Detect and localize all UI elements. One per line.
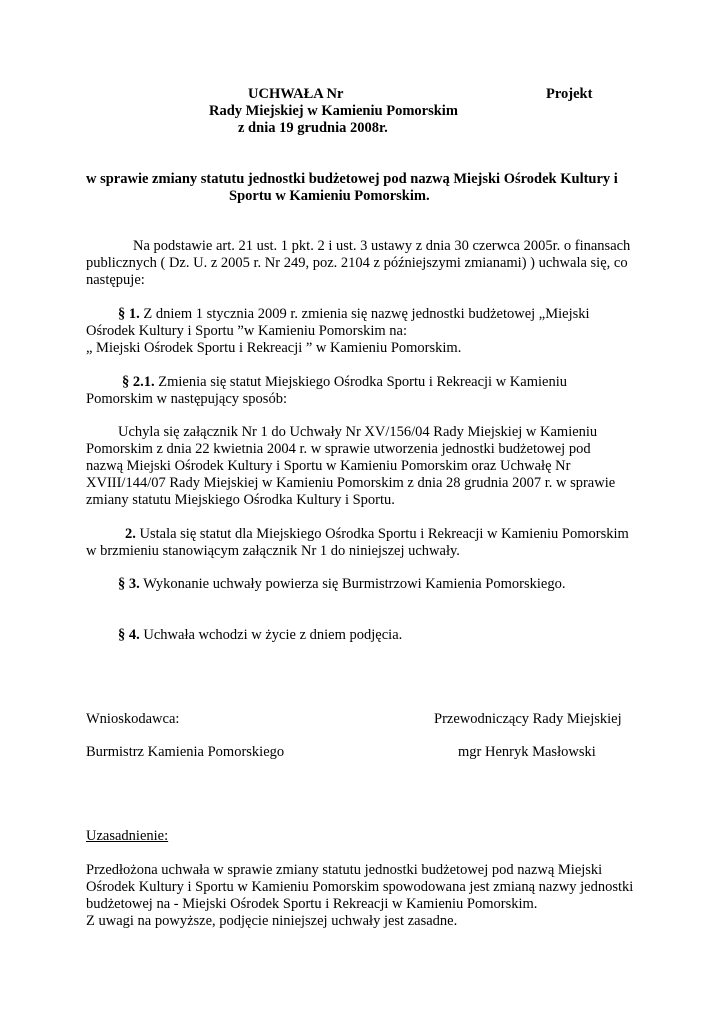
paragraph-line: Ośrodek Kultury i Sportu ”w Kamieniu Pomorskim na: [86,323,407,339]
paragraph-4: § 4. Uchwała wchodzi w życie z dniem podjęcia. [118,627,403,643]
paragraph-label: § 2.1. [122,374,155,390]
paragraph-line: w brzmieniu stanowiącym załącznik Nr 1 do niniejszej uchwały. [86,543,460,559]
preamble-line: publicznych ( Dz. U. z 2005 r. Nr 249, poz. 2104 z późniejszymi zmianami) ) uchwala się, co [86,255,628,271]
repeal-line: Uchyla się załącznik Nr 1 do Uchwały Nr XV/156/04 Rady Miejskiej w Kamieniu [118,424,598,440]
paragraph-3: § 3. Wykonanie uchwały powierza się Burmistrzowi Kamienia Pomorskiego. [118,576,566,592]
preamble-line: następuje: [86,272,145,288]
paragraph-1: § 1. Z dniem 1 stycznia 2009 r. zmienia się nazwę jednostki budżetowej „Miejski [118,306,590,322]
paragraph-label: § 3. [118,576,140,592]
repeal-line: Pomorskim z dnia 22 kwietnia 2004 r. w sprawie utworzenia jednostki budżetowej pod [86,441,591,457]
justification-line: Ośrodek Kultury i Sportu w Kamieniu Pomorskim spowodowana jest zmianą nazwy jednostki [86,879,634,895]
applicant-name: Burmistrz Kamienia Pomorskiego [86,744,285,760]
paragraph-label: 2. [125,526,136,542]
paragraph-2-2: 2. Ustala się statut dla Miejskiego Ośrodka Sportu i Rekreacji w Kamieniu Pomorskim [125,526,629,542]
repeal-line: zmiany statutu Miejskiego Ośrodka Kultury i Sportu. [86,492,395,508]
chair-label: Przewodniczący Rady Miejskiej [434,711,622,727]
justification-heading: Uzasadnienie: [86,828,169,844]
repeal-line: XVIII/144/07 Rady Miejskiej w Kamieniu Pomorskim z dnia 28 grudnia 2007 r. w sprawie [86,475,616,491]
paragraph-label: § 1. [118,306,140,322]
resolution-date: z dnia 19 grudnia 2008r. [238,120,388,136]
project-label: Projekt [546,86,593,102]
subject-line: Sportu w Kamieniu Pomorskim. [229,188,430,204]
justification-line: Przedłożona uchwała w sprawie zmiany statutu jednostki budżetowej pod nazwą Miejski [86,862,603,878]
council-name: Rady Miejskiej w Kamieniu Pomorskim [209,103,458,119]
preamble-line: Na podstawie art. 21 ust. 1 pkt. 2 i ust. 3 ustawy z dnia 30 czerwca 2005r. o finansach [133,238,631,254]
chair-name: mgr Henryk Masłowski [458,744,596,760]
paragraph-line: Pomorskim w następujący sposób: [86,391,287,407]
applicant-label: Wnioskodawca: [86,711,180,727]
justification-line: Z uwagi na powyższe, podjęcie niniejszej uchwały jest zasadne. [86,913,458,929]
resolution-title: UCHWAŁA Nr [248,86,344,102]
paragraph-label: § 4. [118,627,140,643]
paragraph-line: „ Miejski Ośrodek Sportu i Rekreacji ” w Kamieniu Pomorskim. [86,340,462,356]
paragraph-2-1: § 2.1. Zmienia się statut Miejskiego Ośrodka Sportu i Rekreacji w Kamieniu [122,374,567,390]
repeal-line: nazwą Miejski Ośrodek Kultury i Sportu w Kamieniu Pomorskim oraz Uchwałę Nr [86,458,571,474]
justification-line: budżetowej na - Miejski Ośrodek Sportu i Rekreacji w Kamieniu Pomorskim. [86,896,538,912]
subject-line: w sprawie zmiany statutu jednostki budżetowej pod nazwą Miejski Ośrodek Kultury i [86,171,618,187]
